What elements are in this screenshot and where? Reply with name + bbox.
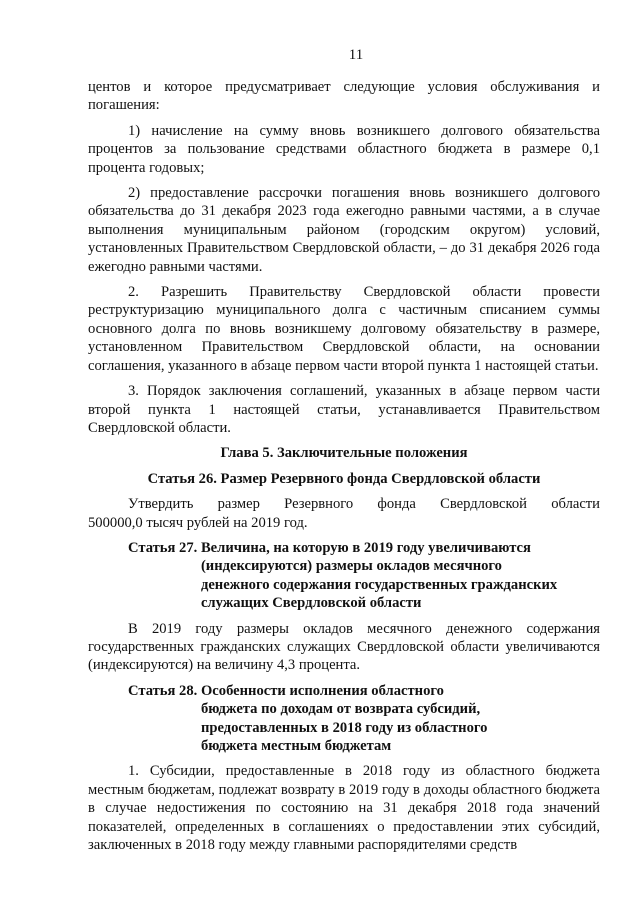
article-27-title: Величина, на которую в 2019 году увеличиваются (индексируются) размеры окладов месячного денежного содержания государственных гражданских служащих Свердловской области	[200, 539, 558, 612]
paragraph-item-1: 1) начисление на сумму вновь возникшего долгового обязательства процентов за пользование средствами областного бюджета в размере 0,1 процента годовых;	[88, 122, 600, 176]
paragraph-item-2: 2) предоставление рассрочки погашения вновь возникшего долгового обязательства до 31 декабря 2023 года ежегодно равными частями, а в случае выполнения муниципальным районом (городским округом) условий, установленных Правительством Свердловской области, – до 31 декабря 2026 года ежегодно равными частями.	[88, 185, 600, 275]
chapter-heading: Глава 5. Заключительные положения	[220, 445, 468, 462]
paragraph-point-3: 3. Порядок заключения соглашений, указанных в абзаце первом части второй пункта 1 настоящей статьи, устанавливается Правительством Свердловской области.	[88, 383, 600, 436]
article-27-heading	[128, 539, 600, 613]
article-26-text	[88, 495, 600, 532]
article-28-heading	[128, 682, 600, 756]
article-28-text: 1. Субсидии, предоставленные в 2018 году из областного бюджета местным бюджетам, подлежат возврату в 2019 году в доходы областного бюджета в случае недостижения по состоянию на 31 декабря 2018 года значений показателей, определенных в соглашениях о предоставлении этих субсидий, заключенных в 2018 году между главными распорядителями средств	[88, 763, 600, 854]
page-number: 11	[348, 47, 364, 63]
article-26-text-line2: 500000,0 тысяч рублей на 2019 год.	[88, 514, 308, 531]
paragraph-point-2: 2. Разрешить Правительству Свердловской области провести реструктуризацию муниципального долга с частичным списанием суммы основного долга по вновь возникшему долговому обязательству в размере, установленном Правительством Свердловской области, на основании соглашения, указанного в абзаце первом части второй пункта 1 настоящей статьи.	[88, 284, 600, 374]
article-27-label: Статья 27.	[128, 539, 201, 556]
article-26-text-line1: Утвердить размер Резервного фонда Свердловской области	[128, 496, 600, 513]
paragraph-continuation: центов и которое предусматривает следующие условия обслуживания и погашения:	[88, 79, 600, 114]
article-28-title: Особенности исполнения областного бюджета по доходам от возврата субсидий, предоставленных в 2018 году из областного бюджета местным бюджетам	[200, 682, 488, 754]
article-27-text: В 2019 году размеры окладов месячного денежного содержания государственных гражданских служащих Свердловской области увеличиваются (индексируются) на величину 4,3 процента.	[88, 620, 600, 674]
article-26-heading: Статья 26. Размер Резервного фонда Свердловской области	[147, 470, 541, 487]
article-28-label: Статья 28.	[128, 682, 201, 699]
